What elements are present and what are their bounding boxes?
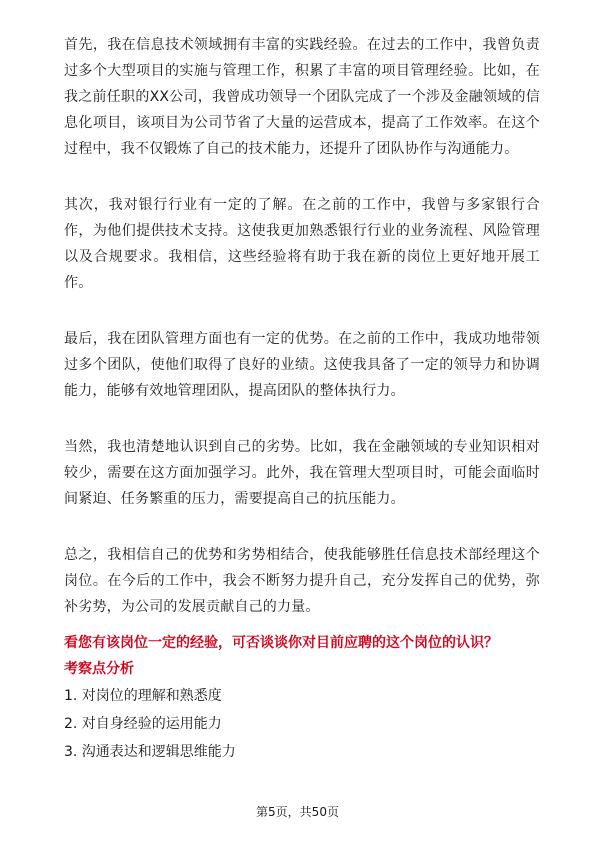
document-page [64,32,540,766]
list-item: 2. 对自身经验的运用能力 [64,716,222,732]
page-number: 第5页，共50页 [256,805,339,819]
analysis-heading: 考察点分析 [64,661,134,677]
analysis-list [64,682,540,766]
paragraph-weaknesses: 当然，我也清楚地认识到自己的劣势。比如，我在金融领域的专业知识相对较少，需要在这方面加强学习。此外，我在管理大型项目时，可能会面临时间紧迫、任务繁重的压力，需要提高自己的抗压能力。 [64,439,540,507]
paragraph-conclusion: 总之，我相信自己的优势和劣势相结合，使我能够胜任信息技术部经理这个岗位。在今后的工作中，我会不断努力提升自己，充分发挥自己的优势，弥补劣势，为公司的发展贡献自己的力量。 [64,547,540,615]
interview-question: 看您有该岗位一定的经验，可否谈谈你对目前应聘的这个岗位的认识？ [64,635,498,651]
list-item: 1. 对岗位的理解和熟悉度 [64,688,222,704]
paragraph-banking: 其次，我对银行行业有一定的了解。在之前的工作中，我曾与多家银行合作，为他们提供技术支持。这使我更加熟悉银行行业的业务流程、风险管理以及合规要求。我相信，这些经验将有助于我在新的岗位上更好地开展工作。 [64,197,540,291]
paragraph-team-management: 最后，我在团队管理方面也有一定的优势。在之前的工作中，我成功地带领过多个团队，使他们取得了良好的业绩。这使我具备了一定的领导力和协调能力，能够有效地管理团队，提高团队的整体执行力。 [64,331,540,399]
list-item: 3. 沟通表达和逻辑思维能力 [64,744,236,760]
paragraph-experience: 首先，我在信息技术领域拥有丰富的实践经验。在过去的工作中，我曾负责过多个大型项目的实施与管理工作，积累了丰富的项目管理经验。比如，在我之前任职的XX公司，我曾成功领导一个团队完成了一个涉及金融领域的信息化项目，该项目为公司节省了大量的运营成本，提高了工作效率。在这个过程中，我不仅锻炼了自己的技术能力，还提升了团队协作与沟通能力。 [64,37,540,157]
